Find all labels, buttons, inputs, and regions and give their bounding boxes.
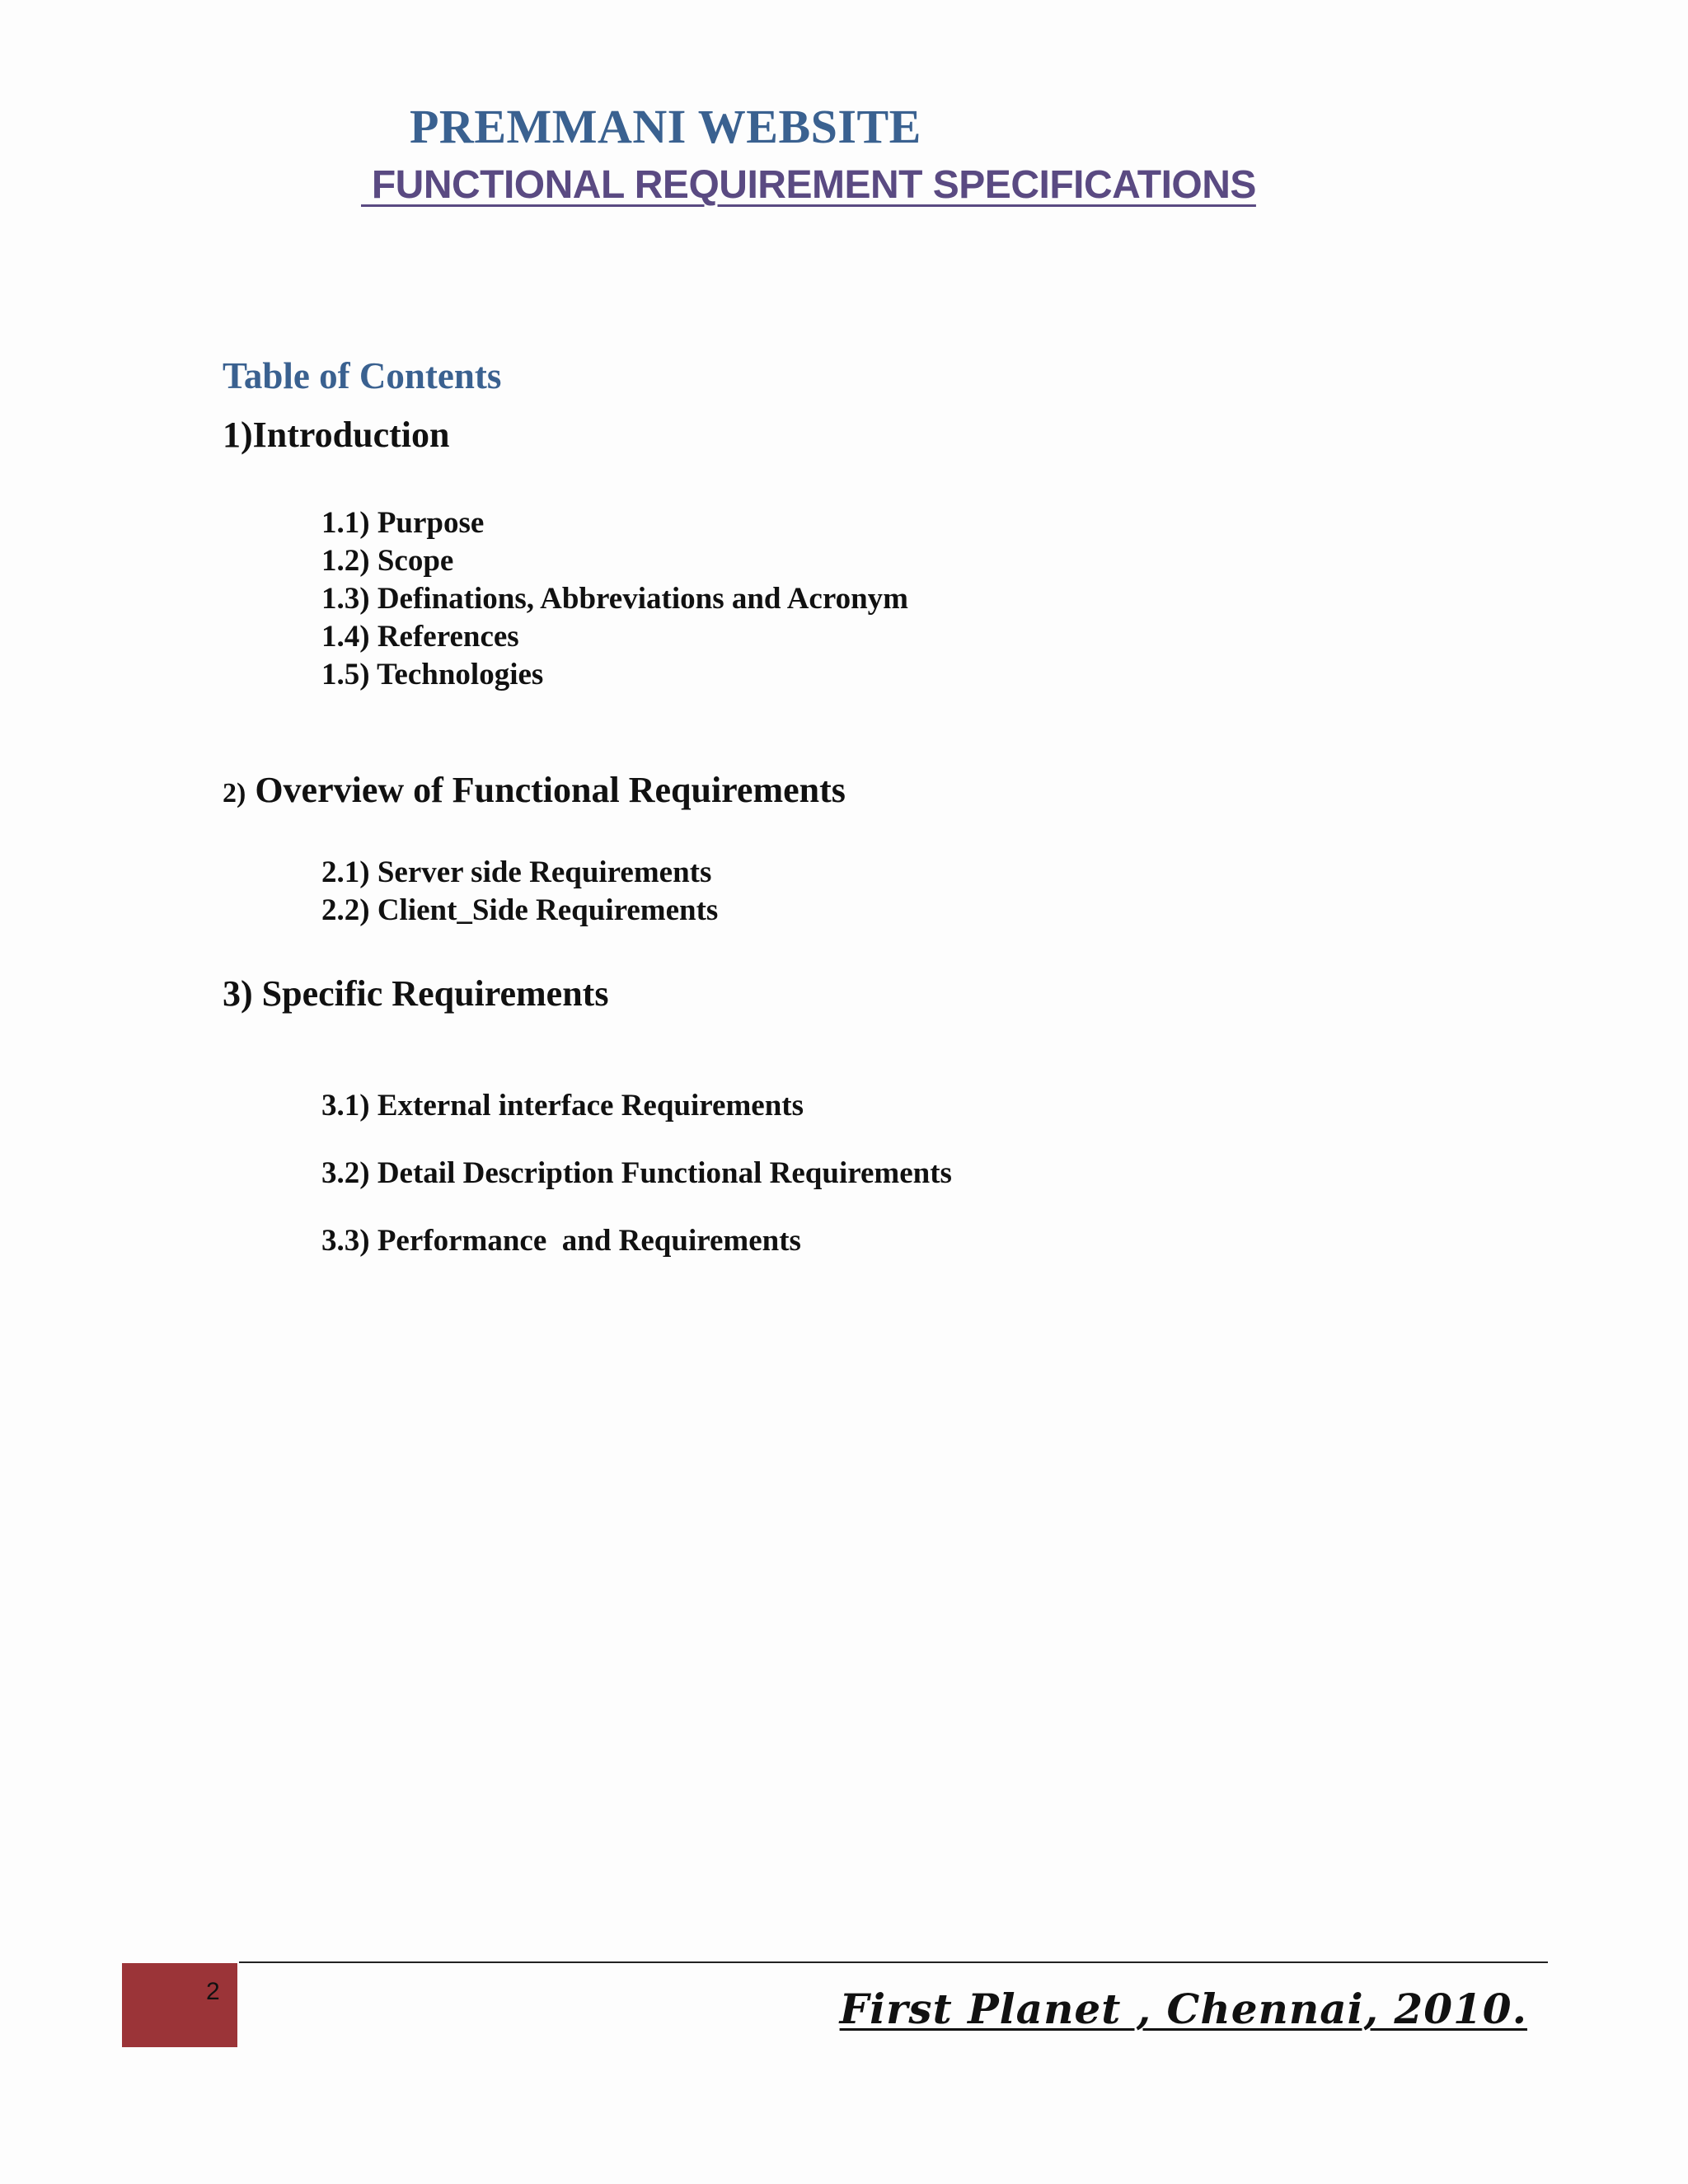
- toc-item-1-1: 1.1) Purpose: [321, 506, 485, 540]
- toc-section-1-heading: [223, 414, 449, 456]
- toc-item-2-2: 2.2) Client_Side Requirements: [321, 893, 719, 927]
- document-subtitle: FUNCTIONAL REQUIREMENT SPECIFICATIONS: [361, 163, 1256, 207]
- toc-section-1-list: [321, 504, 908, 694]
- toc-section-2-list: [321, 854, 718, 930]
- toc-section-3-list: [321, 1057, 952, 1290]
- toc-section-3-heading: [223, 972, 608, 1015]
- toc-section-3-title: Specific Requirements: [252, 973, 609, 1014]
- toc-item-3-2: 3.2) Detail Description Functional Requirements: [321, 1156, 952, 1190]
- toc-section-2-title: Overview of Functional Requirements: [246, 770, 846, 810]
- toc-item-1-2: 1.2) Scope: [321, 544, 454, 578]
- toc-item-1-3: 1.3) Definations, Abbreviations and Acronym: [321, 582, 908, 616]
- toc-section-1-title: Introduction: [252, 415, 450, 455]
- toc-section-1-number: 1): [223, 415, 253, 455]
- page-number-box: [122, 1963, 237, 2047]
- toc-section-2-heading: [223, 769, 846, 811]
- toc-section-3-number: 3): [223, 973, 253, 1014]
- toc-item-3-1: 3.1) External interface Requirements: [321, 1089, 804, 1122]
- toc-item-1-4: 1.4) References: [321, 620, 519, 654]
- footer-text: First Planet , Chennai, 2010.: [839, 1985, 1527, 2033]
- toc-item-1-5: 1.5) Technologies: [321, 658, 544, 691]
- toc-item-2-1: 2.1) Server side Requirements: [321, 855, 712, 889]
- toc-section-2-number: 2): [223, 778, 246, 808]
- footer-divider: [239, 1961, 1548, 1963]
- toc-item-3-3: 3.3) Performance and Requirements: [321, 1224, 801, 1258]
- page-number: 2: [206, 1978, 220, 2005]
- toc-heading: Table of Contents: [223, 355, 502, 396]
- document-title: PREMMANI WEBSITE: [410, 100, 921, 153]
